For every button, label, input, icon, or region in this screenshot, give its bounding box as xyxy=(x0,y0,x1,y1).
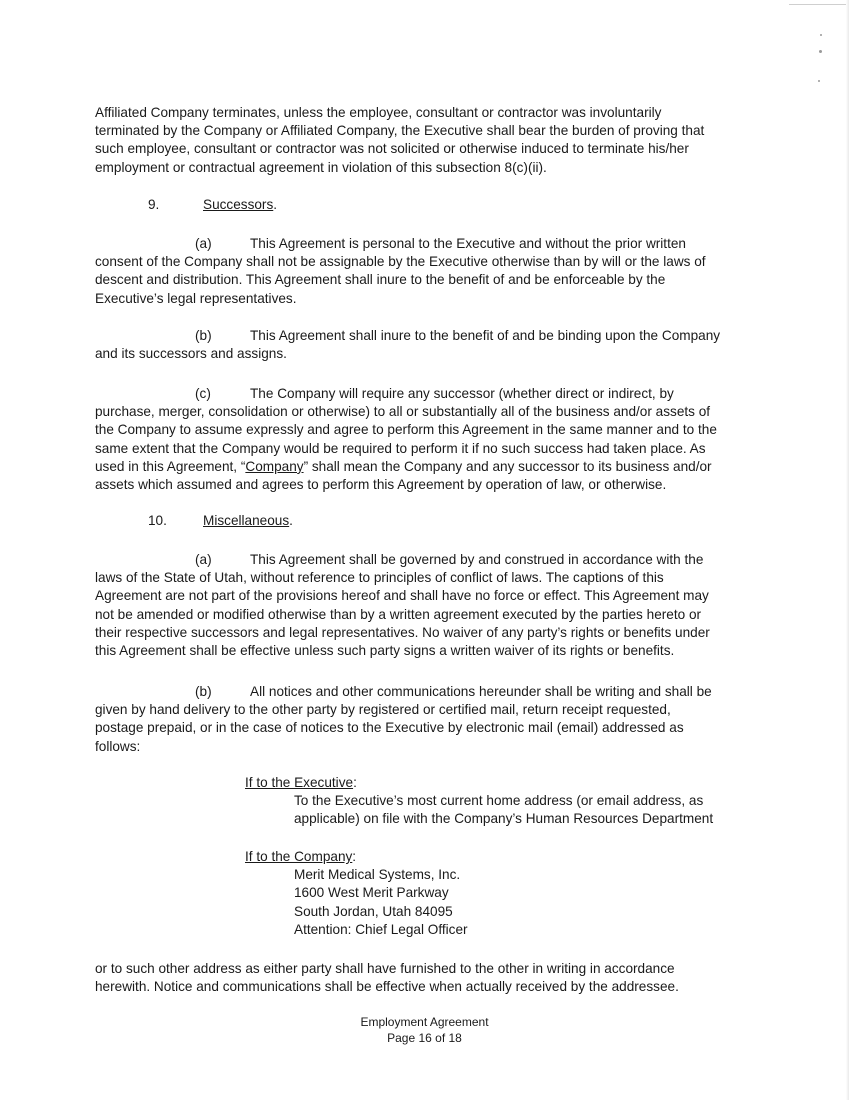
scan-speck xyxy=(820,34,822,36)
text-line xyxy=(95,683,745,701)
text-line: descent and distribution. This Agreement shall inure to the benefit of and be enforceable by the xyxy=(95,272,666,288)
address-line: applicable) on file with the Company’s Human Resources Department xyxy=(294,811,714,827)
text-line: the Company to assume expressly and agree to perform this Agreement in the same manner and to the xyxy=(95,422,717,438)
text-line: or to such other address as either party shall have furnished to the other in writing in accordance xyxy=(95,961,675,976)
address-heading-text: If to the Executive xyxy=(245,775,354,790)
clause-text: This Agreement is personal to the Executive and without the prior written xyxy=(250,236,686,251)
section-9c-paragraph xyxy=(95,385,745,494)
address-line: Merit Medical Systems, Inc. xyxy=(294,867,461,883)
address-heading-colon: : xyxy=(352,849,357,864)
address-line: To the Executive’s most current home address (or email address, as xyxy=(294,793,704,809)
address-heading xyxy=(245,774,745,792)
text-line: terminated by the Company or Affiliated Company, the Executive shall bear the burden of proving that xyxy=(95,123,705,139)
text-line: this Agreement shall be effective unless such party signs a written waiver of its rights or benefits. xyxy=(95,643,675,659)
text-line: not be amended or modified otherwise than by a written agreement executed by the parties hereto or xyxy=(95,606,702,622)
text-line xyxy=(95,235,745,253)
section-number: 10. xyxy=(148,513,167,528)
text-fragment: used in this Agreement, “ xyxy=(95,458,246,474)
continuation-paragraph xyxy=(95,104,745,177)
text-line: same extent that the Company would be required to perform it if no such success had taken place. As xyxy=(95,440,706,456)
scan-edge-line xyxy=(789,4,849,5)
text-line xyxy=(95,327,745,345)
address-line: Attention: Chief Legal Officer xyxy=(294,921,468,937)
text-line: Affiliated Company terminates, unless the employee, consultant or contractor was involuntarily xyxy=(95,105,662,120)
text-line: employment or contractual agreement in violation of this subsection 8(c)(ii). xyxy=(95,159,547,175)
section-10-heading xyxy=(148,512,293,530)
clause-label: (b) xyxy=(195,684,212,699)
clause-text: This Agreement shall be governed by and construed in accordance with the xyxy=(250,552,704,567)
text-line: follows: xyxy=(95,738,141,754)
section-9a-paragraph xyxy=(95,235,745,308)
section-10b-paragraph xyxy=(95,683,745,756)
clause-label: (a) xyxy=(195,552,212,567)
clause-label: (c) xyxy=(195,386,211,401)
clause-text: The Company will require any successor (whether direct or indirect, by xyxy=(250,386,674,401)
section-title: Miscellaneous xyxy=(203,513,290,528)
defined-term: Company xyxy=(245,458,304,474)
text-line: given by hand delivery to the other party by registered or certified mail, return receipt requested, xyxy=(95,702,671,718)
section-title-punct: . xyxy=(273,197,278,212)
page-footer xyxy=(0,1014,849,1046)
text-line: Executive’s legal representatives. xyxy=(95,290,297,306)
address-heading-colon: : xyxy=(353,775,357,790)
text-line xyxy=(95,551,745,569)
executive-notice-address xyxy=(245,774,745,829)
address-line: South Jordan, Utah 84095 xyxy=(294,903,453,919)
text-line xyxy=(95,458,745,476)
text-line: and its successors and assigns. xyxy=(95,346,287,362)
closing-paragraph xyxy=(95,960,745,996)
section-9b-paragraph xyxy=(95,327,745,363)
text-fragment: ” shall mean the Company and any successor to its business and/or xyxy=(303,458,712,474)
scan-speck xyxy=(819,50,822,53)
clause-label: (a) xyxy=(195,236,212,251)
address-line: 1600 West Merit Parkway xyxy=(294,885,449,901)
scan-speck xyxy=(818,80,820,82)
footer-title: Employment Agreement xyxy=(360,1015,489,1029)
text-line: consent of the Company shall not be assignable by the Executive otherwise than by will or the laws of xyxy=(95,254,706,270)
clause-text: This Agreement shall inure to the benefit of and be binding upon the Company xyxy=(250,328,721,343)
text-line: postage prepaid, or in the case of notices to the Executive by electronic mail (email) addressed as xyxy=(95,720,684,736)
text-line: Agreement are not part of the provisions hereof and shall have no force or effect. This Agreement may xyxy=(95,588,709,604)
section-number: 9. xyxy=(148,197,160,212)
text-line: assets which assumed and agrees to perform this Agreement by operation of law, or otherwise. xyxy=(95,477,667,493)
clause-label: (b) xyxy=(195,328,212,343)
company-notice-address xyxy=(245,848,745,939)
section-9-heading xyxy=(148,196,277,214)
section-title: Successors xyxy=(203,197,274,212)
address-heading-text: If to the Company xyxy=(245,849,353,864)
section-10a-paragraph xyxy=(95,551,745,660)
section-title-punct: . xyxy=(289,513,293,528)
text-line: such employee, consultant or contractor was not solicited or otherwise induced to terminate his/her xyxy=(95,141,689,157)
text-line: laws of the State of Utah, without reference to principles of conflict of laws. The captions of this xyxy=(95,570,664,586)
clause-text: All notices and other communications hereunder shall be writing and shall be xyxy=(250,684,712,699)
address-heading xyxy=(245,848,745,866)
text-line: herewith. Notice and communications shall be effective when actually received by the addressee. xyxy=(95,979,679,995)
text-line: purchase, merger, consolidation or otherwise) to all or substantially all of the business and/or assets of xyxy=(95,404,711,420)
page-number: Page 16 of 18 xyxy=(387,1031,462,1045)
text-line xyxy=(95,385,745,403)
text-line: their respective successors and legal representatives. No waiver of any party’s rights or benefits under xyxy=(95,624,710,640)
